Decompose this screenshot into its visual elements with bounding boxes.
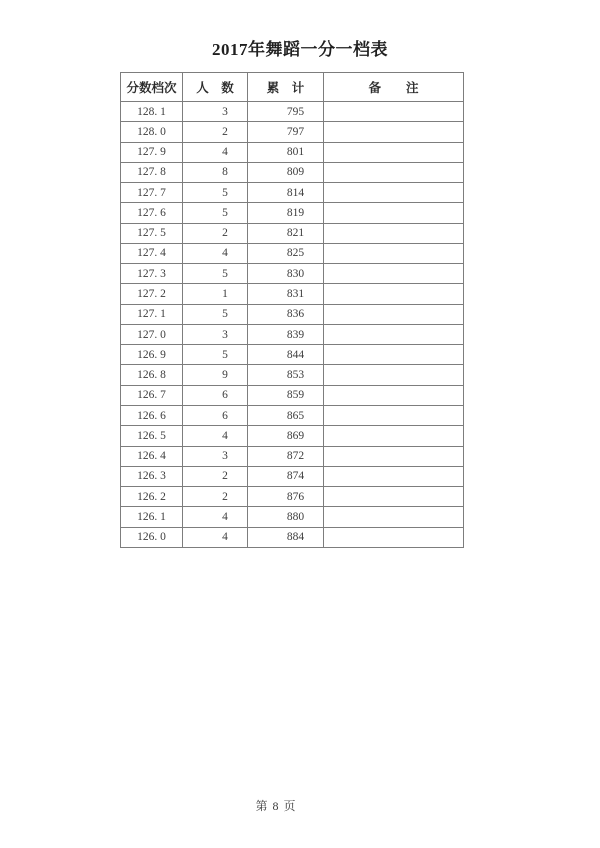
table-row [121,223,464,243]
table-row [121,304,464,324]
cell-remark [324,264,464,284]
cell-count: 5 [183,304,248,324]
table-row [121,405,464,425]
cell-cumulative: 809 [248,162,324,182]
cell-score: 126. 1 [121,507,183,527]
cell-cumulative: 876 [248,487,324,507]
table-row [121,385,464,405]
cell-score: 126. 8 [121,365,183,385]
cell-cumulative: 795 [248,102,324,122]
table-row [121,426,464,446]
cell-cumulative: 797 [248,122,324,142]
cell-score: 127. 0 [121,324,183,344]
cell-score: 126. 6 [121,405,183,425]
cell-remark [324,365,464,385]
table-row [121,527,464,547]
cell-count: 5 [183,203,248,223]
cell-score: 127. 2 [121,284,183,304]
table-row [121,122,464,142]
cell-score: 127. 9 [121,142,183,162]
cell-score: 127. 8 [121,162,183,182]
cell-count: 6 [183,385,248,405]
cell-remark [324,284,464,304]
cell-score: 127. 1 [121,304,183,324]
cell-remark [324,304,464,324]
cell-score: 126. 4 [121,446,183,466]
cell-score: 126. 0 [121,527,183,547]
cell-remark [324,507,464,527]
cell-cumulative: 884 [248,527,324,547]
cell-remark [324,405,464,425]
col-header-cumulative: 累 计 [248,73,324,102]
table-row [121,102,464,122]
cell-score: 127. 5 [121,223,183,243]
cell-remark [324,162,464,182]
table-row [121,507,464,527]
score-table [120,72,464,548]
cell-cumulative: 821 [248,223,324,243]
cell-score: 126. 3 [121,466,183,486]
cell-cumulative: 819 [248,203,324,223]
cell-remark [324,183,464,203]
cell-score: 128. 1 [121,102,183,122]
cell-remark [324,324,464,344]
col-header-count: 人 数 [183,73,248,102]
page-number: 第 8 页 [255,799,297,813]
cell-cumulative: 844 [248,345,324,365]
cell-cumulative: 825 [248,243,324,263]
cell-remark [324,527,464,547]
table-row [121,264,464,284]
cell-remark [324,345,464,365]
cell-score: 127. 6 [121,203,183,223]
cell-remark [324,385,464,405]
cell-remark [324,102,464,122]
table-row [121,203,464,223]
table-row [121,183,464,203]
cell-cumulative: 859 [248,385,324,405]
cell-count: 2 [183,122,248,142]
cell-count: 4 [183,142,248,162]
score-table-body [121,102,464,548]
col-header-remark: 备 注 [324,73,464,102]
table-row [121,365,464,385]
cell-remark [324,487,464,507]
cell-cumulative: 831 [248,284,324,304]
cell-count: 4 [183,527,248,547]
cell-remark [324,203,464,223]
cell-count: 4 [183,243,248,263]
cell-cumulative: 880 [248,507,324,527]
score-table-header [121,73,464,102]
cell-cumulative: 830 [248,264,324,284]
cell-score: 127. 4 [121,243,183,263]
cell-count: 4 [183,426,248,446]
cell-count: 1 [183,284,248,304]
cell-count: 6 [183,405,248,425]
table-row [121,324,464,344]
table-row [121,345,464,365]
table-row [121,243,464,263]
cell-remark [324,426,464,446]
table-row [121,284,464,304]
cell-score: 126. 9 [121,345,183,365]
cell-count: 2 [183,487,248,507]
cell-count: 3 [183,446,248,466]
cell-cumulative: 865 [248,405,324,425]
cell-count: 4 [183,507,248,527]
cell-score: 127. 3 [121,264,183,284]
cell-count: 5 [183,183,248,203]
table-row [121,487,464,507]
page-title: 2017年舞蹈一分一档表 [212,40,388,59]
cell-score: 126. 7 [121,385,183,405]
cell-cumulative: 853 [248,365,324,385]
cell-score: 126. 5 [121,426,183,446]
cell-cumulative: 814 [248,183,324,203]
cell-score: 127. 7 [121,183,183,203]
header-row [121,73,464,102]
cell-remark [324,223,464,243]
cell-cumulative: 801 [248,142,324,162]
cell-remark [324,446,464,466]
cell-cumulative: 872 [248,446,324,466]
cell-cumulative: 839 [248,324,324,344]
col-header-score-tier: 分数档次 [121,73,183,102]
cell-remark [324,122,464,142]
cell-score: 126. 2 [121,487,183,507]
table-row [121,446,464,466]
cell-remark [324,466,464,486]
cell-count: 3 [183,102,248,122]
cell-remark [324,142,464,162]
cell-cumulative: 836 [248,304,324,324]
cell-count: 5 [183,264,248,284]
cell-count: 2 [183,223,248,243]
cell-remark [324,243,464,263]
cell-count: 5 [183,345,248,365]
cell-cumulative: 874 [248,466,324,486]
table-row [121,142,464,162]
cell-count: 3 [183,324,248,344]
table-row [121,162,464,182]
cell-cumulative: 869 [248,426,324,446]
table-row [121,466,464,486]
cell-count: 2 [183,466,248,486]
cell-count: 9 [183,365,248,385]
cell-score: 128. 0 [121,122,183,142]
cell-count: 8 [183,162,248,182]
